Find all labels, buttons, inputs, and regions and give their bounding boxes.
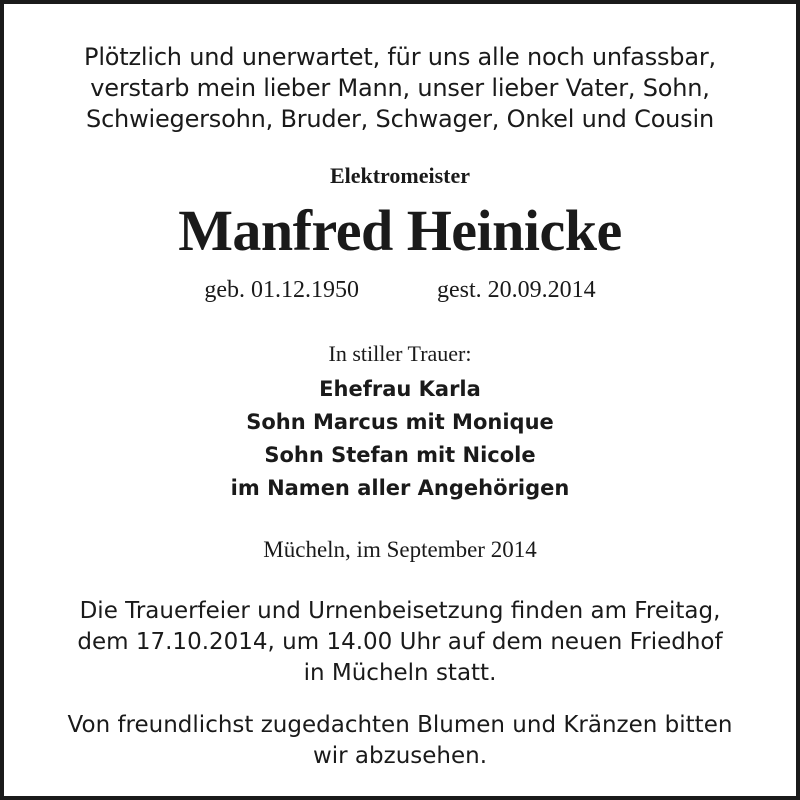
intro-text xyxy=(4,42,796,135)
intro-line: Schwiegersohn, Bruder, Schwager, Onkel und Cousin xyxy=(86,105,714,133)
funeral-line: Die Trauerfeier und Urnenbeisetzung finden am Freitag, xyxy=(79,598,721,624)
death-date: gest. 20.09.2014 xyxy=(436,277,596,303)
place-and-date: Mücheln, im September 2014 xyxy=(263,537,537,562)
mourner-name: Ehefrau Karla xyxy=(319,377,481,401)
intro-line: verstarb mein lieber Mann, unser lieber Vater, Sohn, xyxy=(90,74,710,102)
birth-date: geb. 01.12.1950 xyxy=(204,277,359,303)
life-dates xyxy=(4,274,796,306)
deceased-name: Manfred Heinicke xyxy=(178,198,622,263)
funeral-line: dem 17.10.2014, um 14.00 Uhr auf dem neuen Friedhof xyxy=(77,629,723,655)
profession-title: Elektromeister xyxy=(329,163,471,188)
funeral-info xyxy=(4,596,796,689)
intro-line: Plötzlich und unerwartet, für uns alle noch unfassbar, xyxy=(84,43,716,71)
funeral-line: in Mücheln statt. xyxy=(303,660,497,686)
flowers-line: wir abzusehen. xyxy=(312,743,488,769)
mourner-name: im Namen aller Angehörigen xyxy=(230,476,570,500)
mourner-name: Sohn Stefan mit Nicole xyxy=(264,443,536,467)
mourners-list xyxy=(4,373,796,505)
flowers-request xyxy=(4,710,796,772)
mourning-heading: In stiller Trauer: xyxy=(328,341,472,366)
mourner-name: Sohn Marcus mit Monique xyxy=(246,410,554,434)
flowers-line: Von freundlichst zugedachten Blumen und Kränzen bitten xyxy=(67,712,733,738)
